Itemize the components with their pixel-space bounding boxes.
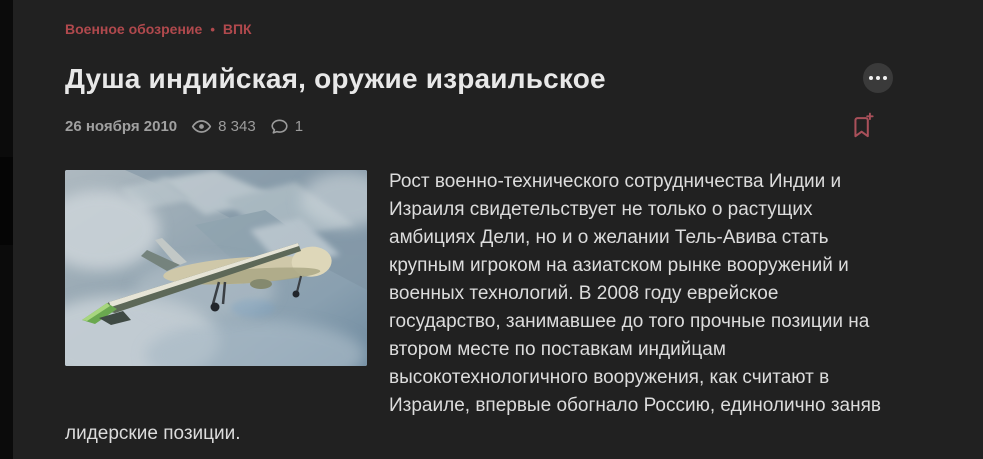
views-counter (191, 116, 256, 137)
meta-row (65, 112, 893, 140)
breadcrumb-section-link[interactable]: ВПК (222, 21, 252, 37)
page-edge-dark-block (0, 157, 13, 245)
ellipsis-dot (883, 76, 887, 80)
article-body (65, 168, 893, 448)
comments-count: 1 (294, 117, 304, 135)
bookmark-add-icon (851, 112, 875, 140)
comment-icon (270, 117, 289, 136)
ellipsis-dot (876, 76, 880, 80)
article-paragraph: Рост военно-технического сотрудничества Индии и Израиля свидетельствует не только о растущих амбициях Дели, но и о желании Тель-Авива стать крупным игроком на азиатском рынке вооружений и военных технологий. В 2008 году еврейское государство, занимавшее до того прочные позиции на втором месте по поставкам индийцам высокотехнологичного вооружения, как считают в Израиле, впервые обогнало Россию, единолично заняв лидерские позиции. (65, 171, 881, 444)
comments-counter[interactable] (270, 117, 303, 136)
views-count: 8 343 (218, 117, 256, 135)
more-options-button[interactable] (863, 63, 893, 93)
title-row (65, 62, 893, 96)
breadcrumb-site-link[interactable]: Военное обозрение (65, 21, 203, 37)
breadcrumb (65, 21, 893, 37)
ellipsis-dot (869, 76, 873, 80)
breadcrumb-separator: • (210, 21, 215, 37)
article-image-drone (65, 170, 367, 366)
bookmark-add-button[interactable] (851, 112, 875, 140)
eye-icon (191, 116, 212, 137)
meta-info (65, 116, 303, 137)
publish-date: 26 ноября 2010 (65, 117, 178, 135)
article-title: Душа индийская, оружие израильское (65, 63, 606, 94)
page-edge-strip (0, 0, 13, 459)
article-page (65, 0, 893, 448)
